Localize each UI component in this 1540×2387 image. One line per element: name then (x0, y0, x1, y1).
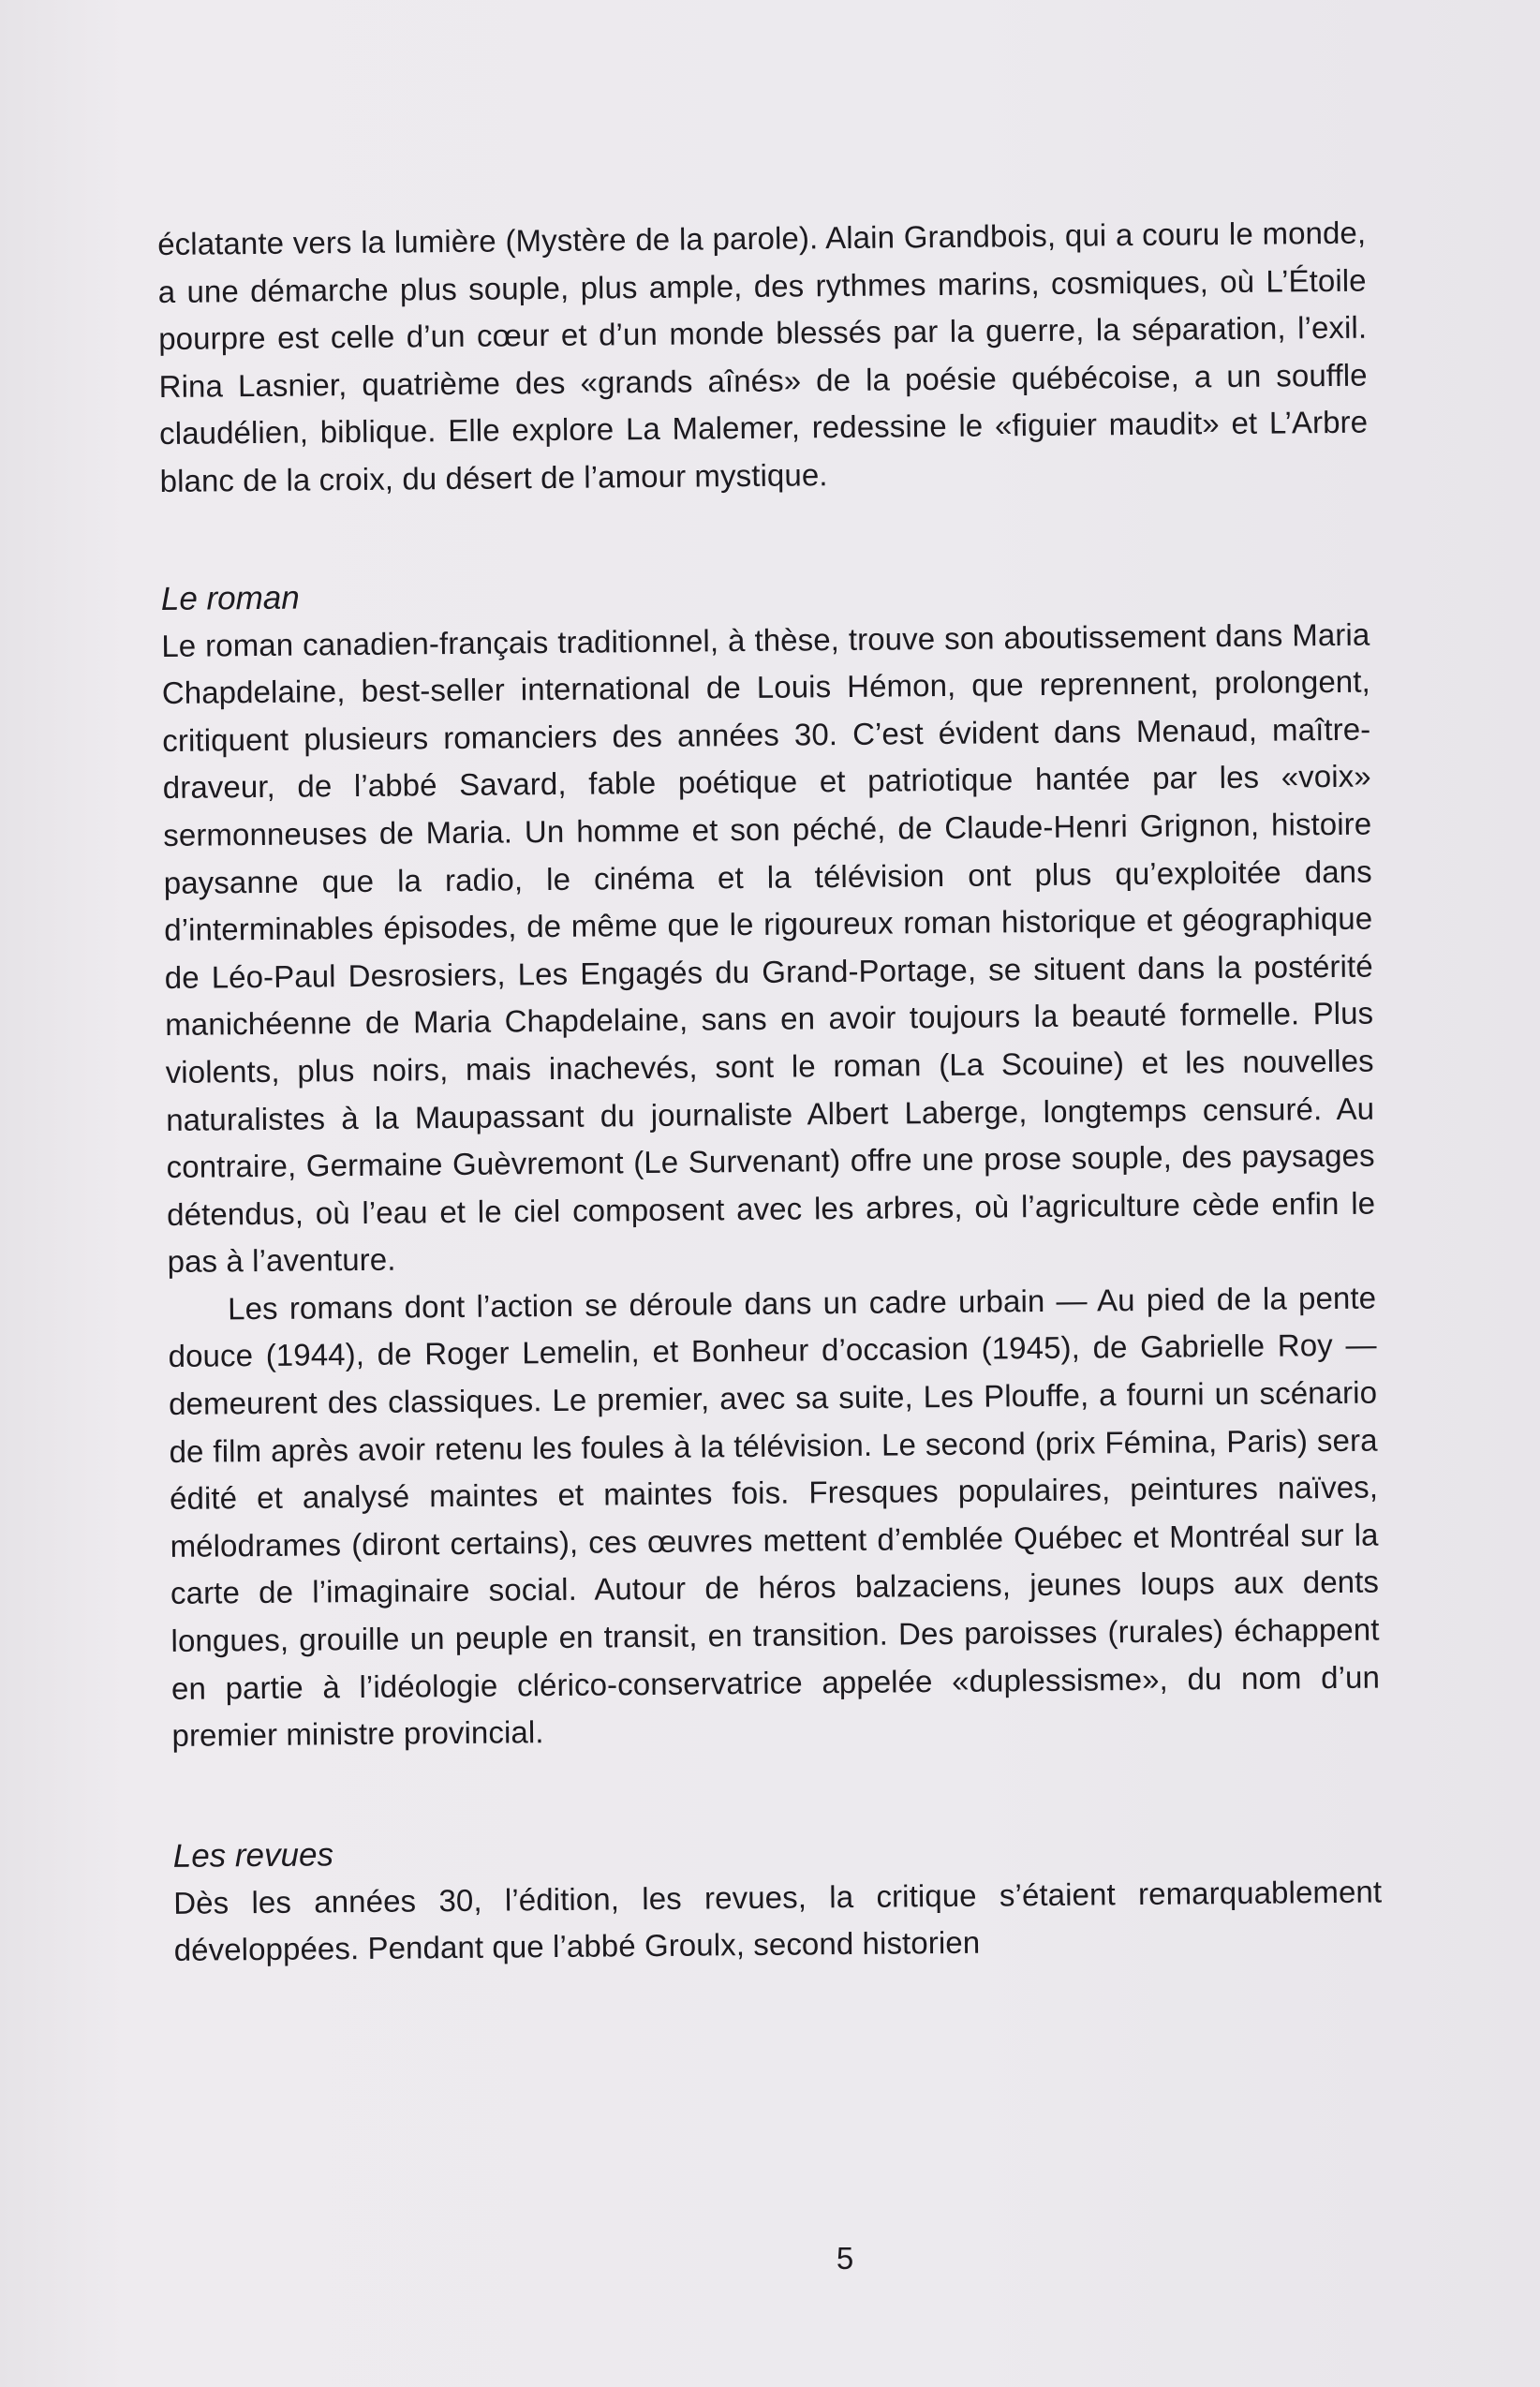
section-heading-les-revues: Les revues (172, 1836, 334, 1875)
page-number: 5 (836, 2241, 854, 2276)
section-heading-le-roman: Le roman (160, 579, 300, 617)
paragraph-romans-urbains: Les romans dont l’action se déroule dans un cadre urbain — Au pied de la pente douce (1944), de Roger Lemelin, et Bonheur d’occasion (1945), de Gabrielle Roy — demeurent des classiques. Le premier, avec sa suite, Les Plouffe, a fourni un scénario de film après avoir retenu les foules à la télévision. Le second (prix Fémina, Paris) sera édité et analysé maintes et maintes fois. Fresques populaires, peintures naïves, mélodrames (diront certains), ces œuvres mettent d’emblée Québec et Montréal sur la carte de l’imaginaire social. Autour de héros balzaciens, jeunes loups aux dents longues, grouille un peuple en transit, en transition. Des paroisses (rurales) échappent en partie à l’idéologie clérico-conservatrice appelée «duplessisme», du nom d’un premier ministre provincial. (168, 1280, 1381, 1754)
page-text (157, 210, 1383, 1975)
paragraph-revues: Dès les années 30, l’édition, les revues, la critique s’étaient remarquablement développées. Pendant que l’abbé Groulx, second historien (173, 1874, 1383, 1968)
paragraph-roman-traditionnel: Le roman canadien-français traditionnel, à thèse, trouve son aboutissement dans Maria Chapdelaine, best-seller international de Louis Hémon, que reprennent, prolongent, critiquent plusieurs romanciers des années 30. C’est évident dans Menaud, maître-draveur, de l’abbé Savard, fable poétique et patriotique hantée par les «voix» sermonneuses de Maria. Un homme et son péché, de Claude-Henri Grignon, histoire paysanne que la radio, le cinéma et la télévision ont plus qu’exploitée dans d’interminables épisodes, de même que le rigoureux roman historique et géographique de Léo-Paul Desrosiers, Les Engagés du Grand-Portage, se situent dans la postérité manichéenne de Maria Chapdelaine, sans en avoir toujours la beauté formelle. Plus violents, plus noirs, mais inachevés, sont le roman (La Scouine) et les nouvelles naturalistes à la Maupassant du journaliste Albert Laberge, longtemps censuré. Au contraire, Germaine Guèvremont (Le Survenant) offre une prose souple, des paysages détendus, où l’eau et le ciel composent avec les arbres, où l’agriculture cède enfin le pas à l’aventure. (161, 616, 1376, 1280)
paragraph-poetry-continuation: éclatante vers la lumière (Mystère de la parole). Alain Grandbois, qui a couru le monde, a une démarche plus souple, plus ample, des rythmes marins, cosmiques, où L’Étoile pourpre est celle d’un cœur et d’un monde blessés par la guerre, la séparation, l’exil. Rina Lasnier, quatrième des «grands aînés» de la poésie québécoise, a un souffle claudélien, biblique. Elle explore La Malemer, redessine le «figuier maudit» et L’Arbre blanc de la croix, du désert de l’amour mystique. (157, 215, 1369, 498)
